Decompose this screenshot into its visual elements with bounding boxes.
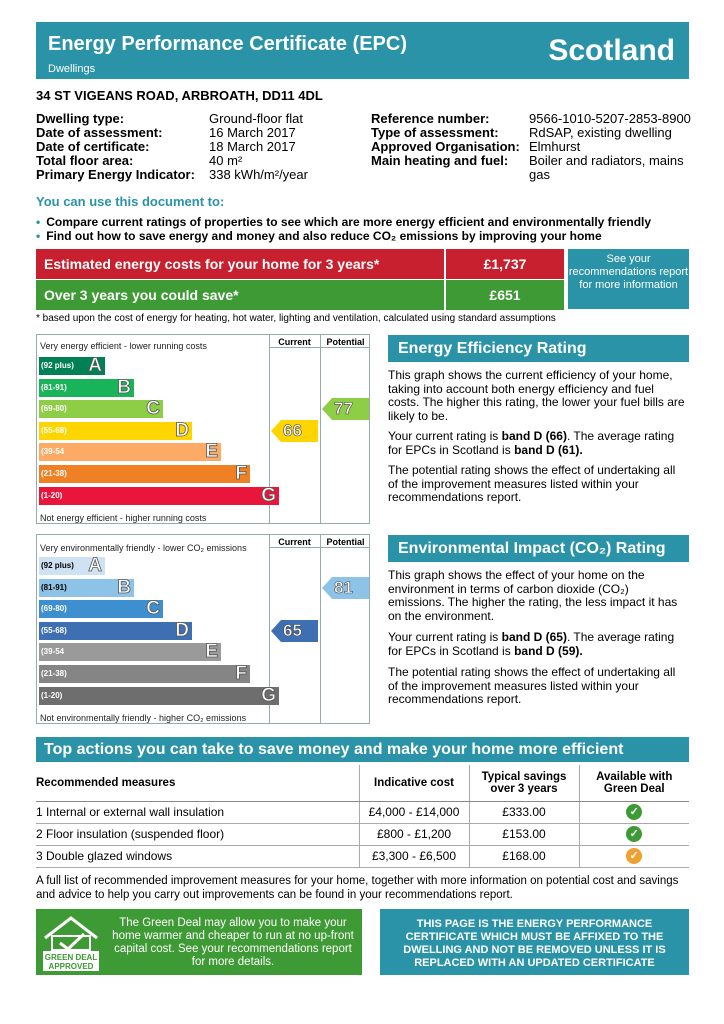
band-letter: A <box>88 555 102 576</box>
graph-top-caption: Very energy efficient - lower running costs <box>40 341 207 351</box>
table-row <box>36 801 689 823</box>
ei-band-g <box>39 684 279 706</box>
band-letter: E <box>205 441 218 463</box>
green-tick-icon: ✓ <box>626 804 642 820</box>
estimated-costs-row <box>36 249 564 279</box>
measure-cell: 3 Double glazed windows <box>36 845 359 867</box>
potential-column-header: Potential <box>326 537 365 547</box>
band-range-label: (81-91) <box>41 582 67 592</box>
info-value: gas <box>529 167 550 182</box>
table-row <box>36 845 689 867</box>
info-label: Date of certificate: <box>36 139 150 154</box>
cost-footnote: * based upon the cost of energy for heating, hot water, lighting and ventilation, calculated using standard assumptions <box>36 313 556 324</box>
ei-paragraph-3: The potential rating shows the effect of undertaking all of the improvement measures listed within your recommendations report. <box>388 665 676 706</box>
band-range-label: (69-80) <box>41 604 67 614</box>
info-value: 9566-1010-5207-2853-8900 <box>529 111 691 126</box>
cost-cell: £4,000 - £14,000 <box>359 801 469 823</box>
rating-value: 81 <box>334 577 353 597</box>
page-notice-box: THIS PAGE IS THE ENERGY PERFORMANCE CERTIFICATE WHICH MUST BE AFFIXED TO THE DWELLING AND NOT BE REMOVED UNLESS IT IS REPLACED WITH AN UPDATED CERTIFICATE <box>380 909 689 975</box>
ei-band-e <box>39 643 221 661</box>
full-list-note: A full list of recommended improvement measures for your home, together with more information on potential cost and savings and advice to help you carry out improvements can be found in your recommendations report. <box>36 875 679 901</box>
ei-paragraph-2: Your current rating is band D (65). The average rating for EPCs in Scotland is band D (59). <box>388 630 675 658</box>
cost-cell: £3,300 - £6,500 <box>359 845 469 867</box>
measure-cell: 1 Internal or external wall insulation <box>36 801 359 823</box>
see-recommendations-box: See your recommendations report for more information <box>568 249 689 309</box>
ee-band-a <box>39 357 105 375</box>
info-label: Reference number: <box>371 111 490 126</box>
top-actions-heading: Top actions you can take to save money and make your home more efficient <box>36 737 689 762</box>
ei-band-b <box>39 576 134 598</box>
energy-efficiency-graph <box>36 334 370 524</box>
recommended-measures-table <box>36 765 689 868</box>
savings-label: Over 3 years you could save* <box>44 287 239 303</box>
current-column-header: Current <box>278 337 311 347</box>
energy-efficiency-heading: Energy Efficiency Rating <box>388 335 689 362</box>
ei-band-c <box>39 600 163 618</box>
band-letter: C <box>146 598 160 620</box>
info-value: Boiler and radiators, mains <box>529 153 684 168</box>
estimated-costs-value: £1,737 <box>444 249 564 279</box>
info-label: Type of assessment: <box>371 125 499 140</box>
page-title: Energy Performance Certificate (EPC) <box>48 33 408 55</box>
ee-band-d <box>39 419 192 441</box>
rating-value: 77 <box>334 399 353 419</box>
band-letter: E <box>205 641 218 663</box>
orange-tick-icon: ✓ <box>626 848 642 864</box>
country-label: Scotland <box>548 34 675 67</box>
band-range-label: (1-20) <box>41 490 63 500</box>
header-banner <box>36 22 689 79</box>
measures-column-header: Recommended measures <box>36 765 359 801</box>
info-value: Ground-floor flat <box>209 111 303 126</box>
use-heading: You can use this document to: <box>36 194 225 209</box>
property-address: 34 ST VIGEANS ROAD, ARBROATH, DD11 4DL <box>36 88 323 103</box>
rating-value: 65 <box>283 620 302 640</box>
page-subtitle: Dwellings <box>48 63 96 75</box>
savings-cell: £168.00 <box>469 845 579 867</box>
band-letter: D <box>175 619 189 641</box>
band-letter: B <box>117 376 131 398</box>
band-letter: C <box>146 398 160 420</box>
info-label: Primary Energy Indicator: <box>36 167 195 182</box>
band-letter: A <box>88 355 102 376</box>
info-value: 18 March 2017 <box>209 139 296 154</box>
band-letter: F <box>235 463 247 484</box>
band-letter: F <box>235 663 247 684</box>
ei-band-a <box>39 557 105 575</box>
info-label: Dwelling type: <box>36 111 125 126</box>
band-letter: D <box>175 419 189 441</box>
info-value: 16 March 2017 <box>209 125 296 140</box>
ee-paragraph-3: The potential rating shows the effect of undertaking all of the improvement measures listed within your recommendations report. <box>388 463 676 504</box>
estimated-costs-label: Estimated energy costs for your home for 3 years* <box>44 256 380 272</box>
green-deal-box <box>36 909 362 975</box>
band-range-label: (92 plus) <box>41 561 74 570</box>
bullet-text: Compare current ratings of properties to see which are more energy efficient and environmentally friendly <box>46 215 652 229</box>
band-range-label: (21-38) <box>41 469 67 478</box>
band-range-label: (21-38) <box>41 669 67 678</box>
info-value: 338 kWh/m²/year <box>209 167 308 182</box>
savings-cell: £333.00 <box>469 801 579 823</box>
environmental-impact-graph <box>36 534 370 724</box>
current-column-header: Current <box>278 537 311 547</box>
green-deal-logo-icon <box>40 914 102 972</box>
info-value: RdSAP, existing dwelling <box>529 125 672 140</box>
savings-cell: £153.00 <box>469 823 579 845</box>
band-letter: G <box>261 484 276 506</box>
cost-cell: £800 - £1,200 <box>359 823 469 845</box>
ei-band-d <box>39 619 192 641</box>
ei-current-arrow <box>271 620 318 642</box>
info-value: 40 m² <box>209 153 243 168</box>
graph-bottom-caption: Not energy efficient - higher running costs <box>40 513 207 523</box>
info-value: Elmhurst <box>529 139 581 154</box>
band-letter: B <box>117 576 131 598</box>
info-label: Main heating and fuel: <box>371 153 509 168</box>
bullet-text: Find out how to save energy and money and also reduce CO₂ emissions by improving your home <box>46 229 602 243</box>
ee-paragraph-1: This graph shows the current efficiency of your home, taking into account both energy efficiency and fuel costs. The higher this rating, the lower your fuel bills are likely to be. <box>388 368 685 423</box>
green-tick-icon: ✓ <box>626 826 642 842</box>
band-range-label: (39-54 <box>41 447 65 457</box>
ee-band-e <box>39 443 221 461</box>
savings-value: £651 <box>444 280 564 310</box>
green-deal-text: The Green Deal may allow you to make your home warmer and cheaper to run at no up-front capital cost. See your recommendations report for more details. <box>112 917 354 968</box>
ee-band-g <box>39 484 279 506</box>
ee-potential-arrow <box>322 398 369 420</box>
svg-text:APPROVED: APPROVED <box>48 962 94 971</box>
table-row <box>36 823 689 845</box>
ee-paragraph-2: Your current rating is band D (66). The average rating for EPCs in Scotland is band D (61). <box>388 429 675 457</box>
band-range-label: (69-80) <box>41 404 67 414</box>
band-range-label: (55-68) <box>41 425 67 435</box>
bullet-item: • Compare current ratings of properties to see which are more energy efficient and environmentally friendly <box>36 215 652 229</box>
info-label: Approved Organisation: <box>371 139 520 154</box>
band-range-label: (92 plus) <box>41 361 74 370</box>
svg-text:GREEN DEAL: GREEN DEAL <box>44 953 98 962</box>
cost-column-header: Indicative cost <box>359 765 469 801</box>
savings-row <box>36 280 564 310</box>
ee-band-f <box>39 465 250 483</box>
rating-value: 66 <box>283 420 302 440</box>
band-letter: G <box>261 684 276 706</box>
band-range-label: (1-20) <box>41 690 63 700</box>
band-range-label: (55-68) <box>41 625 67 635</box>
graph-bottom-caption: Not environmentally friendly - higher CO₂ emissions <box>40 713 247 723</box>
info-label: Total floor area: <box>36 153 134 168</box>
potential-column-header: Potential <box>326 337 365 347</box>
ei-potential-arrow <box>322 577 369 599</box>
environmental-impact-heading: Environmental Impact (CO₂) Rating <box>388 535 689 562</box>
measure-cell: 2 Floor insulation (suspended floor) <box>36 823 359 845</box>
ei-band-f <box>39 665 250 683</box>
savings-column-header: Typical savings over 3 years <box>469 765 579 801</box>
ee-current-arrow <box>271 420 318 442</box>
green-deal-column-header: Available with Green Deal <box>579 765 689 801</box>
bullet-item: • Find out how to save energy and money and also reduce CO₂ emissions by improving your home <box>36 229 602 243</box>
band-range-label: (81-91) <box>41 382 67 392</box>
band-range-label: (39-54 <box>41 647 65 657</box>
ei-paragraph-1: This graph shows the effect of your home on the environment in terms of carbon dioxide (CO₂) emissions. The higher the rating, the less impact it has on the environment. <box>388 568 678 623</box>
ee-band-b <box>39 376 134 398</box>
graph-top-caption: Very environmentally friendly - lower CO₂ emissions <box>40 543 247 553</box>
ee-band-c <box>39 400 163 418</box>
info-label: Date of assessment: <box>36 125 163 140</box>
